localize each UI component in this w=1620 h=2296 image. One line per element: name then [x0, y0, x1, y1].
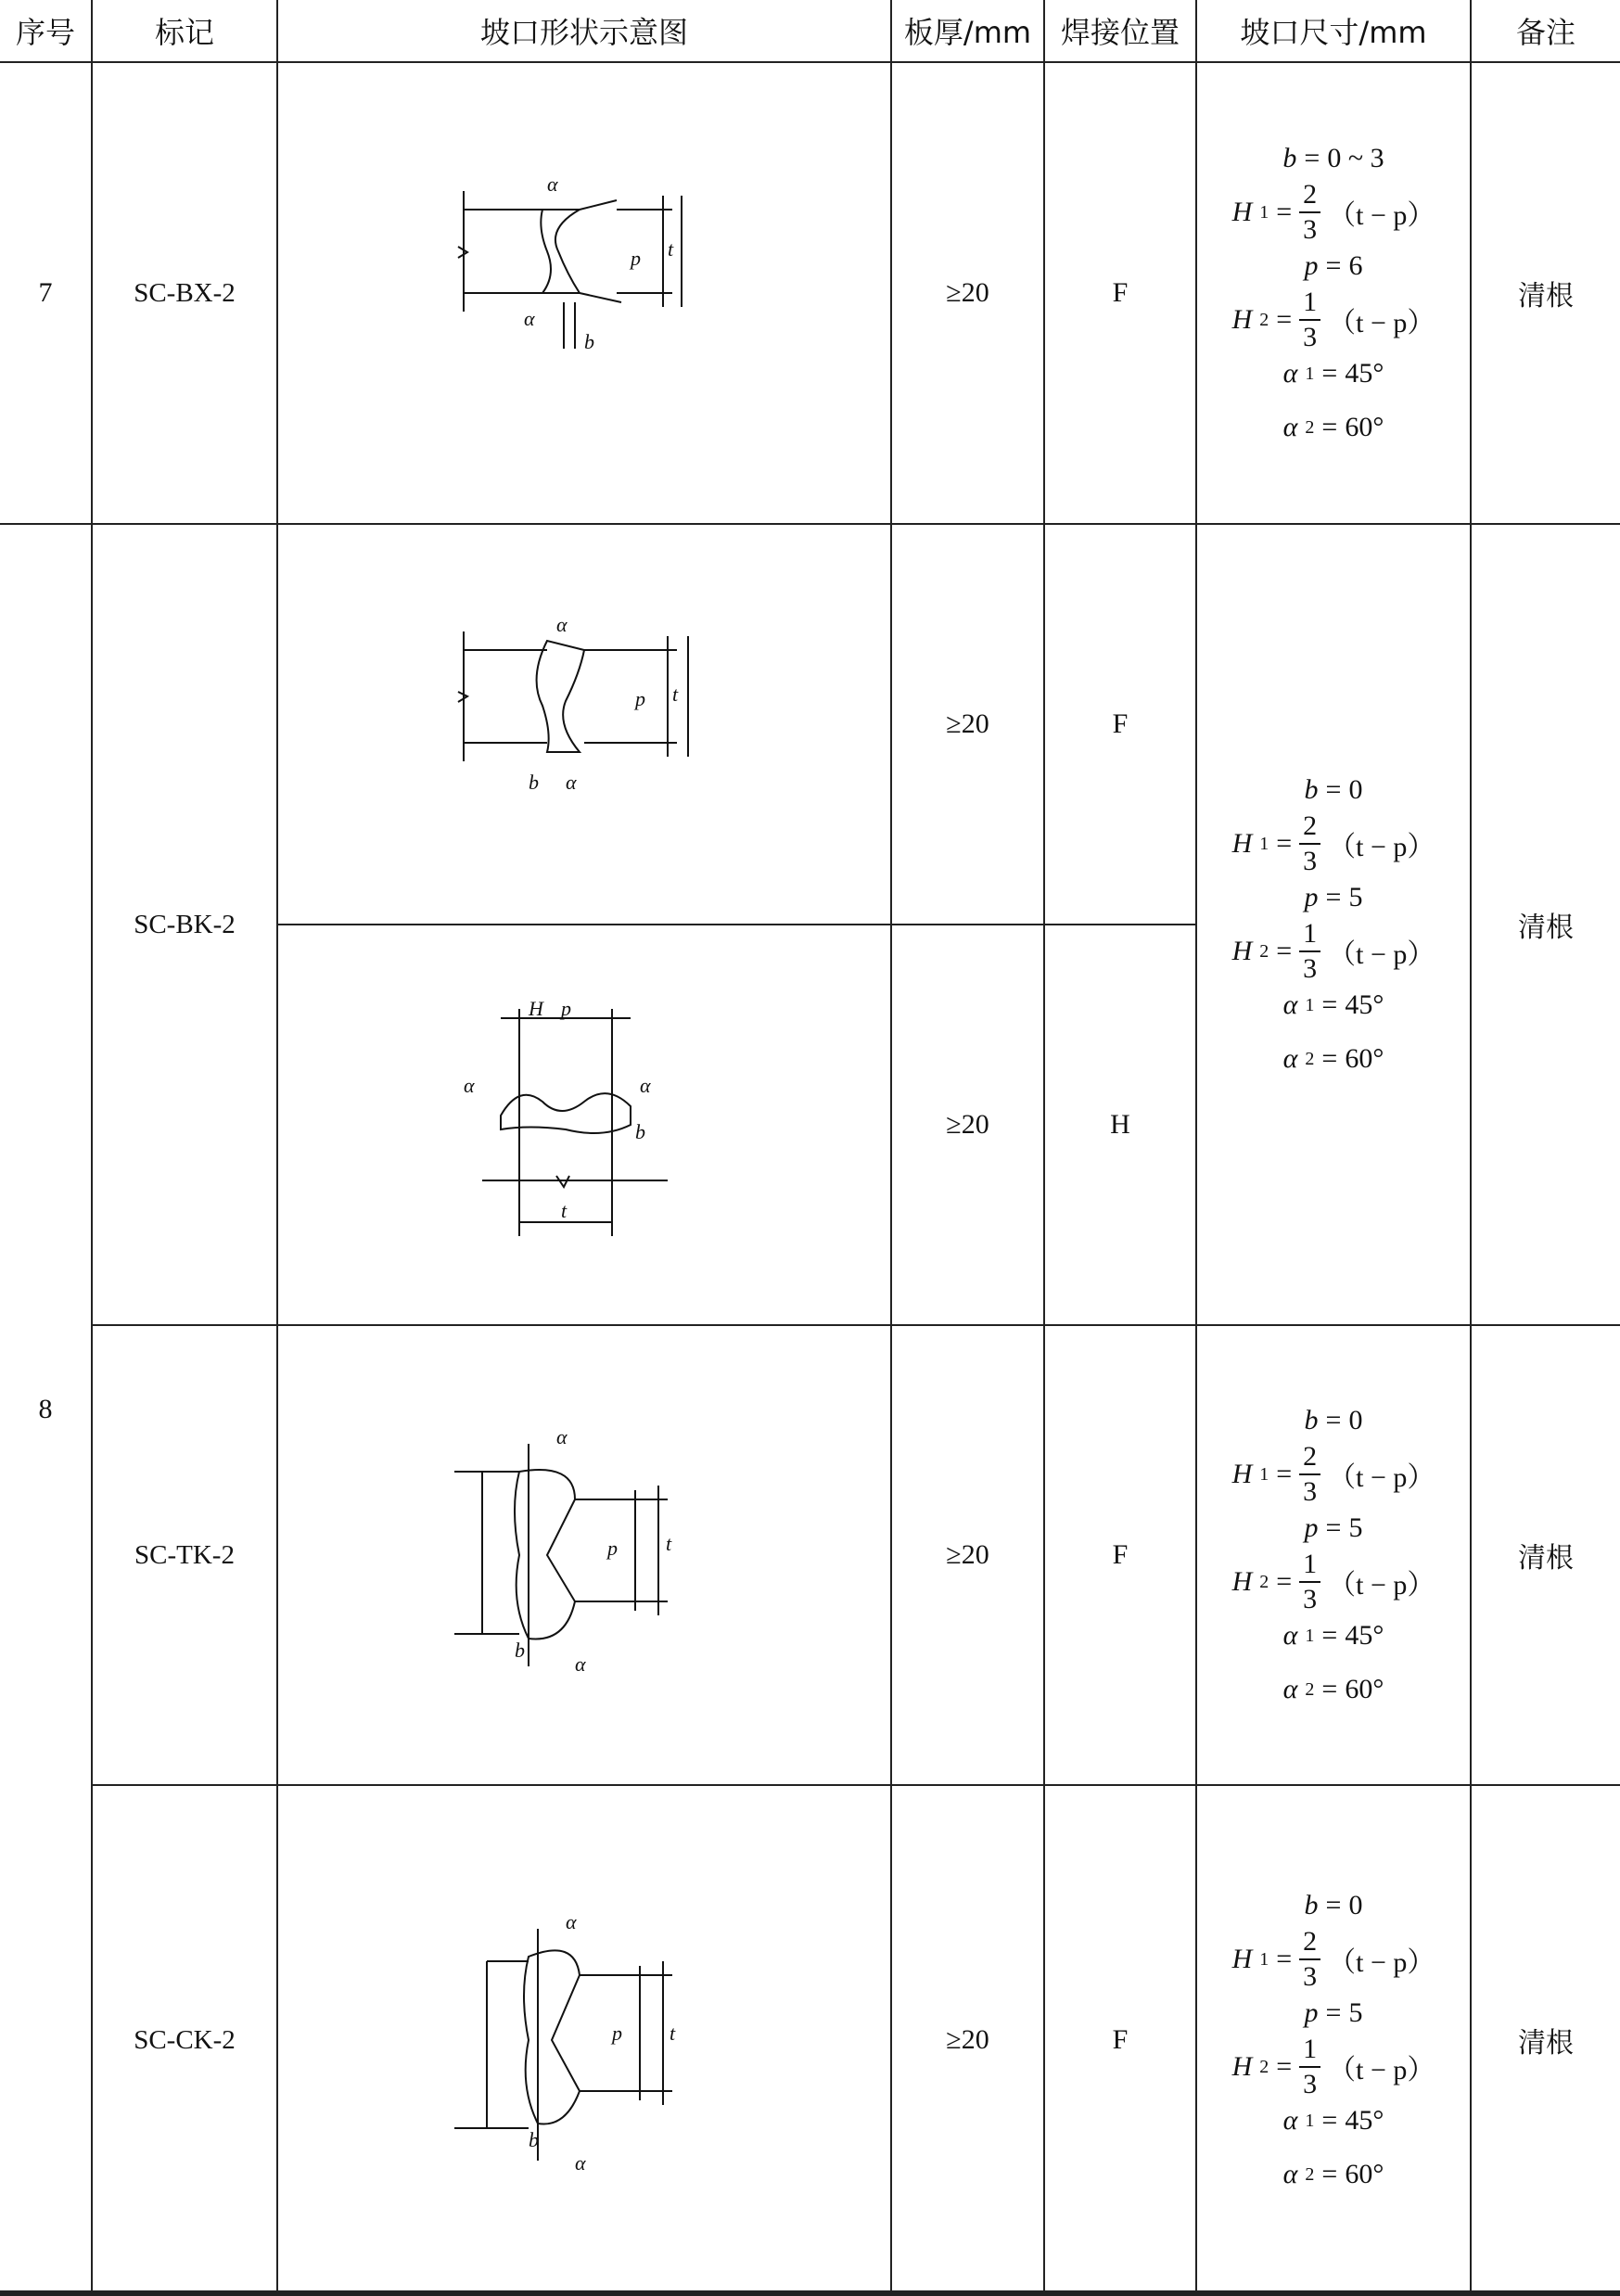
- header-diagram: 坡口形状示意图: [277, 0, 891, 62]
- mark-cell: SC-TK-2: [92, 1325, 277, 1785]
- thickness-cell: ≥20: [891, 925, 1044, 1325]
- svg-text:α: α: [640, 1074, 651, 1097]
- remark-cell: 清根: [1471, 1325, 1620, 1785]
- position-cell: F: [1044, 524, 1196, 925]
- svg-text:b: b: [515, 1639, 525, 1662]
- svg-text:p: p: [607, 1537, 618, 1560]
- svg-text:α: α: [556, 613, 568, 636]
- size-cell: [1196, 1785, 1471, 2295]
- diagram-cell: [277, 524, 891, 925]
- thickness-cell: ≥20: [891, 1785, 1044, 2295]
- table-row: [0, 62, 1620, 524]
- header-thickness: 板厚/mm: [891, 0, 1044, 62]
- size-cell: [1196, 524, 1471, 1325]
- svg-text:α: α: [547, 172, 558, 196]
- table-row: [0, 1785, 1620, 2295]
- groove-size-formula: b = 0 ~ 3 H 1 = $\frac{2}{3}$ （t − p） p = 6 H 2 = $\frac{1}{3}$ （t − p） α 1 = 45° α 2 = 60°: [1231, 143, 1435, 442]
- remark-cell: 清根: [1471, 524, 1620, 1325]
- svg-text:t: t: [668, 237, 674, 261]
- groove-size-formula: b = 0 H 1 = $\frac{2}{3}$ （t − p） p = 5 H 2 = $\frac{1}{3}$ （t − p） α 1 = 45° α 2 = 60°: [1231, 1405, 1435, 1704]
- remark-cell: 清根: [1471, 1785, 1620, 2295]
- mark-cell: SC-CK-2: [92, 1785, 277, 2295]
- thickness-cell: ≥20: [891, 1325, 1044, 1785]
- svg-text:α: α: [566, 1910, 577, 1933]
- svg-text:b: b: [635, 1120, 645, 1143]
- seq-cell: 8: [0, 524, 92, 2295]
- header-mark: 标记: [92, 0, 277, 62]
- table-row: [0, 1325, 1620, 1785]
- position-cell: F: [1044, 1785, 1196, 2295]
- groove-size-formula: b = 0 H 1 = $\frac{2}{3}$ （t − p） p = 5 H 2 = $\frac{1}{3}$ （t − p） α 1 = 45° α 2 = 60°: [1231, 1890, 1435, 2189]
- groove-diagram-bx: [445, 172, 723, 414]
- remark-cell: 清根: [1471, 62, 1620, 524]
- svg-text:b: b: [529, 2128, 539, 2151]
- svg-text:p: p: [612, 2022, 622, 2045]
- thickness-cell: ≥20: [891, 524, 1044, 925]
- table-row: [0, 524, 1620, 925]
- header-seq: 序号: [0, 0, 92, 62]
- header-size: 坡口尺寸/mm: [1196, 0, 1471, 62]
- svg-text:α: α: [556, 1425, 568, 1448]
- position-cell: H: [1044, 925, 1196, 1325]
- svg-text:p: p: [561, 997, 571, 1020]
- thickness-cell: ≥20: [891, 62, 1044, 524]
- svg-text:t: t: [561, 1199, 568, 1222]
- groove-size-formula: b = 0 H 1 = $\frac{2}{3}$ （t − p） p = 5 H 2 = $\frac{1}{3}$ （t − p） α 1 = 45° α 2 = 60°: [1231, 774, 1435, 1074]
- bottom-rule: [0, 2290, 1620, 2294]
- svg-text:α: α: [575, 2151, 586, 2175]
- svg-text:α: α: [524, 307, 535, 330]
- diagram-cell: [277, 1785, 891, 2295]
- header-remark: 备注: [1471, 0, 1620, 62]
- svg-text:b: b: [584, 330, 594, 353]
- diagram-cell: [277, 925, 891, 1325]
- svg-text:t: t: [666, 1532, 672, 1555]
- mark-cell: SC-BX-2: [92, 62, 277, 524]
- header-row: [0, 0, 1620, 62]
- seq-cell: 7: [0, 62, 92, 524]
- groove-diagram-ck: [436, 1892, 733, 2188]
- position-cell: F: [1044, 1325, 1196, 1785]
- svg-text:p: p: [631, 247, 641, 270]
- svg-text:b: b: [529, 771, 539, 794]
- size-cell: [1196, 62, 1471, 524]
- diagram-cell: [277, 1325, 891, 1785]
- svg-text:α: α: [575, 1652, 586, 1676]
- position-cell: F: [1044, 62, 1196, 524]
- mark-cell: SC-BK-2: [92, 524, 277, 1325]
- groove-diagram-bk-f: [445, 613, 723, 835]
- svg-text:p: p: [635, 687, 645, 710]
- size-cell: [1196, 1325, 1471, 1785]
- diagram-cell: [277, 62, 891, 524]
- groove-diagram-tk: [436, 1416, 733, 1694]
- svg-text:t: t: [672, 682, 679, 706]
- svg-text:α: α: [464, 1074, 475, 1097]
- header-position: 焊接位置: [1044, 0, 1196, 62]
- groove-diagram-bk-h: [445, 990, 723, 1259]
- svg-text:H: H: [529, 997, 543, 1020]
- svg-text:α: α: [566, 771, 577, 794]
- svg-text:t: t: [670, 2022, 676, 2045]
